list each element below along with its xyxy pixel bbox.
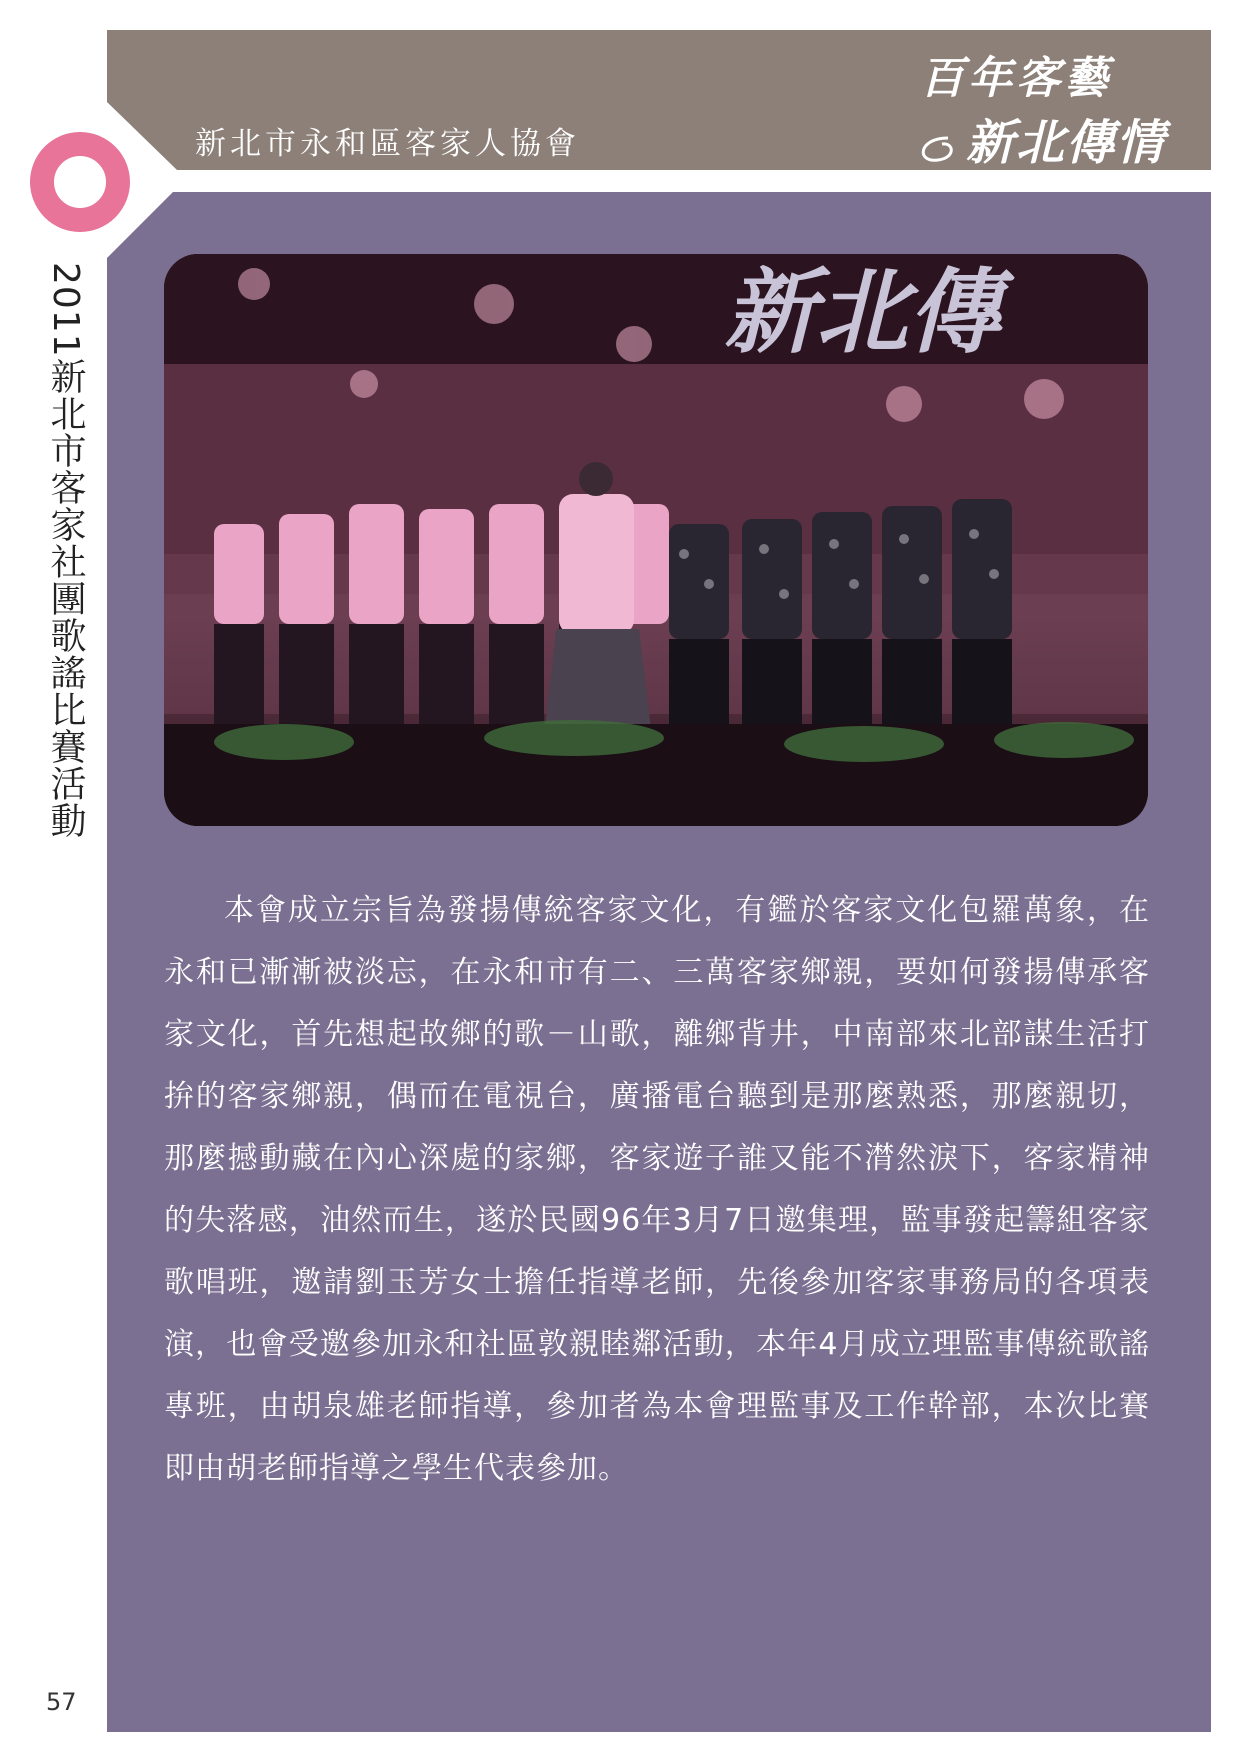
choir-photo bbox=[164, 254, 1148, 826]
pink-ring-decoration bbox=[30, 132, 130, 232]
logo-line-2: 新北傳情 bbox=[966, 115, 1167, 171]
article-paragraph: 本會成立宗旨為發揚傳統客家文化，有鑑於客家文化包羅萬象，在永和已漸漸被淡忘，在永和市有二、三萬客家鄉親，要如何發揚傳承客家文化，首先想起故鄉的歌－山歌，離鄉背井，中南部來北部謀生活打拚的客家鄉親，偶而在電視台，廣播電台聽到是那麼熟悉，那麼親切，那麼撼動藏在內心深處的家鄉，客家遊子誰又能不潸然淚下，客家精神的失落感，油然而生，遂於民國96年3月7日邀集理，監事發起籌組客家歌唱班，邀請劉玉芳女士擔任指導老師，先後參加客家事務局的各項表演，也會受邀參加永和社區敦親睦鄰活動，本年4月成立理監事傳統歌謠專班，由胡泉雄老師指導，參加者為本會理監事及工作幹部，本次比賽即由胡老師指導之學生代表參加。 bbox=[164, 893, 1150, 1486]
photo-banner-text: 新北傳 bbox=[724, 258, 1001, 366]
page-number: 57 bbox=[46, 1688, 77, 1716]
choir-photo-illustration bbox=[164, 254, 1148, 826]
logo-line-1: 百年客藝 bbox=[920, 53, 1112, 104]
logo bbox=[908, 38, 1178, 171]
side-title: 2011新北市客家社團歌謠比賽活動 bbox=[45, 262, 86, 839]
organization-name: 新北市永和區客家人協會 bbox=[195, 126, 580, 162]
